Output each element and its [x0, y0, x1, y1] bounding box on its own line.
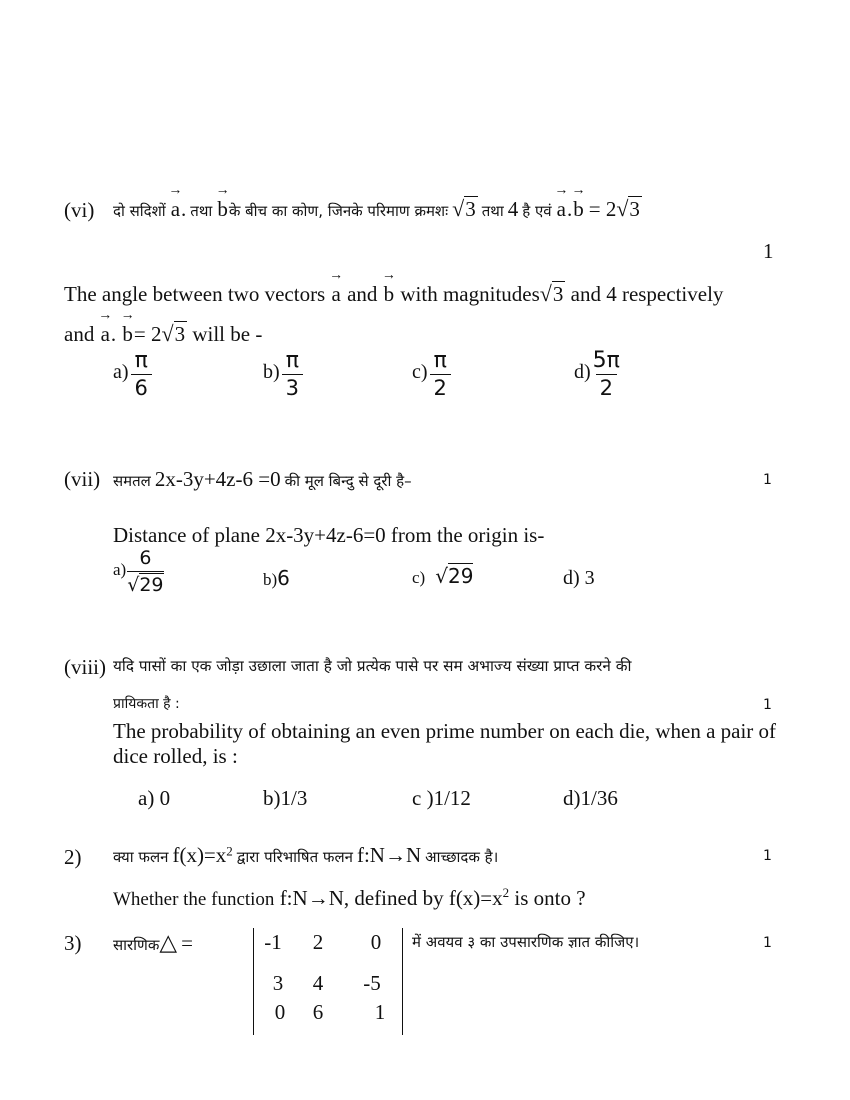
- question-vi-english-line1: The angle between two vectors → a and → b with magnitudes√3 and 4 respectively: [64, 281, 723, 307]
- marks: 1: [763, 935, 772, 951]
- question-viii-hindi-line2: प्रायिकता है :: [113, 696, 180, 712]
- matrix-cell: 4: [312, 971, 324, 995]
- option-c[interactable]: c) √29: [412, 564, 474, 588]
- question-viii-hindi-line1: यदि पासों का एक जोड़ा उछाला जाता है जो प्रत्येक पासे पर सम अभाज्य संख्या प्राप्त करने की: [113, 657, 632, 675]
- sqrt-3: √3: [616, 196, 640, 221]
- question-vii-hindi: समतल 2x-3y+4z-6 =0 की मूल बिन्दु से दूरी है–: [113, 467, 412, 491]
- vector-b: → b: [383, 282, 396, 307]
- option-b[interactable]: b)1/3: [263, 786, 308, 810]
- question-number: (viii): [64, 655, 106, 679]
- option-b[interactable]: b)6: [263, 566, 290, 590]
- fraction: $\frac{\pi}{6}$: [131, 348, 152, 401]
- determinant-right-bar: [402, 928, 403, 1035]
- fraction: $\frac{5\pi}{2}$: [592, 348, 620, 400]
- option-a[interactable]: a) $\frac{\pi}{6}$: [113, 348, 152, 401]
- marks: 1: [763, 472, 772, 488]
- option-d[interactable]: d) $\frac{5\pi}{2}$: [574, 348, 620, 400]
- marks: 1: [763, 697, 772, 713]
- vector-a: → a: [100, 322, 111, 347]
- fraction: $\frac{6}{√29}$: [127, 547, 164, 596]
- sqrt-3: √3: [161, 321, 186, 346]
- question-number: (vi): [64, 198, 95, 222]
- matrix-cell: 6: [312, 1000, 324, 1024]
- fraction: $\frac{\pi}{3}$: [282, 348, 303, 401]
- question-viii-english-line1: The probability of obtaining an even prime number on each die, when a pair of: [113, 719, 777, 743]
- sqrt-3: √3: [539, 281, 564, 306]
- question-vi-hindi: दो सदिशों → a. तथा → bके बीच का कोण, जिनके परिमाण क्रमशः √3 तथा 4 है एवं → a.→ b = 2√3: [113, 196, 642, 222]
- question-2-hindi: क्या फलन $f(x)=x^2$ द्वारा परिभाषित फलन f:N→N आच्छादक है।: [113, 843, 499, 867]
- marks: 1: [763, 239, 774, 263]
- vector-b: → b: [572, 197, 585, 222]
- vector-a: → a: [170, 197, 181, 222]
- matrix-cell: 0: [274, 1000, 286, 1024]
- matrix-cell: 3: [272, 971, 284, 995]
- question-number: 3): [64, 931, 82, 955]
- arrow-right-icon: →: [307, 886, 329, 910]
- option-c[interactable]: c )1/12: [412, 786, 471, 810]
- matrix-cell: 1: [374, 1000, 386, 1024]
- sqrt-3: √3: [452, 196, 476, 221]
- matrix-cell: -5: [363, 971, 381, 995]
- question-3-hindi-tail: में अवयव ३ का उपसारणिक ज्ञात कीजिए।: [412, 933, 640, 951]
- vector-a: → a: [556, 197, 567, 222]
- question-number: (vii): [64, 467, 101, 491]
- option-a[interactable]: a) 0: [138, 786, 171, 810]
- option-a[interactable]: a) $\frac{6}{√29}$: [113, 547, 164, 596]
- matrix-cell: 2: [312, 930, 324, 954]
- vector-b: → b: [216, 197, 229, 222]
- option-d[interactable]: d) 3: [563, 567, 595, 589]
- question-number: 2): [64, 845, 82, 869]
- question-vi-english-line2: and → a. → b= 2√3 will be -: [64, 321, 262, 347]
- option-b[interactable]: b) $\frac{\pi}{3}$: [263, 348, 303, 401]
- question-3-hindi: सारणिक△ =: [113, 930, 193, 955]
- question-viii-english-line2: dice rolled, is :: [113, 744, 238, 768]
- option-d[interactable]: d)1/36: [563, 786, 618, 810]
- question-2-english: Whether the function f:N→N, defined by $f(x)=x^2$ is onto ?: [113, 885, 586, 910]
- matrix-cell: -1: [264, 930, 282, 954]
- marks: 1: [763, 848, 772, 864]
- option-c[interactable]: c) $\frac{\pi}{2}$: [412, 348, 451, 401]
- vector-a: → a: [330, 282, 341, 307]
- vector-b: → b: [121, 322, 134, 347]
- matrix-cell: 0: [370, 930, 382, 954]
- arrow-right-icon: →: [384, 843, 406, 867]
- question-vii-english: Distance of plane 2x-3y+4z-6=0 from the origin is-: [113, 523, 545, 547]
- triangle-icon: △: [159, 930, 178, 955]
- fraction: $\frac{\pi}{2}$: [430, 348, 451, 401]
